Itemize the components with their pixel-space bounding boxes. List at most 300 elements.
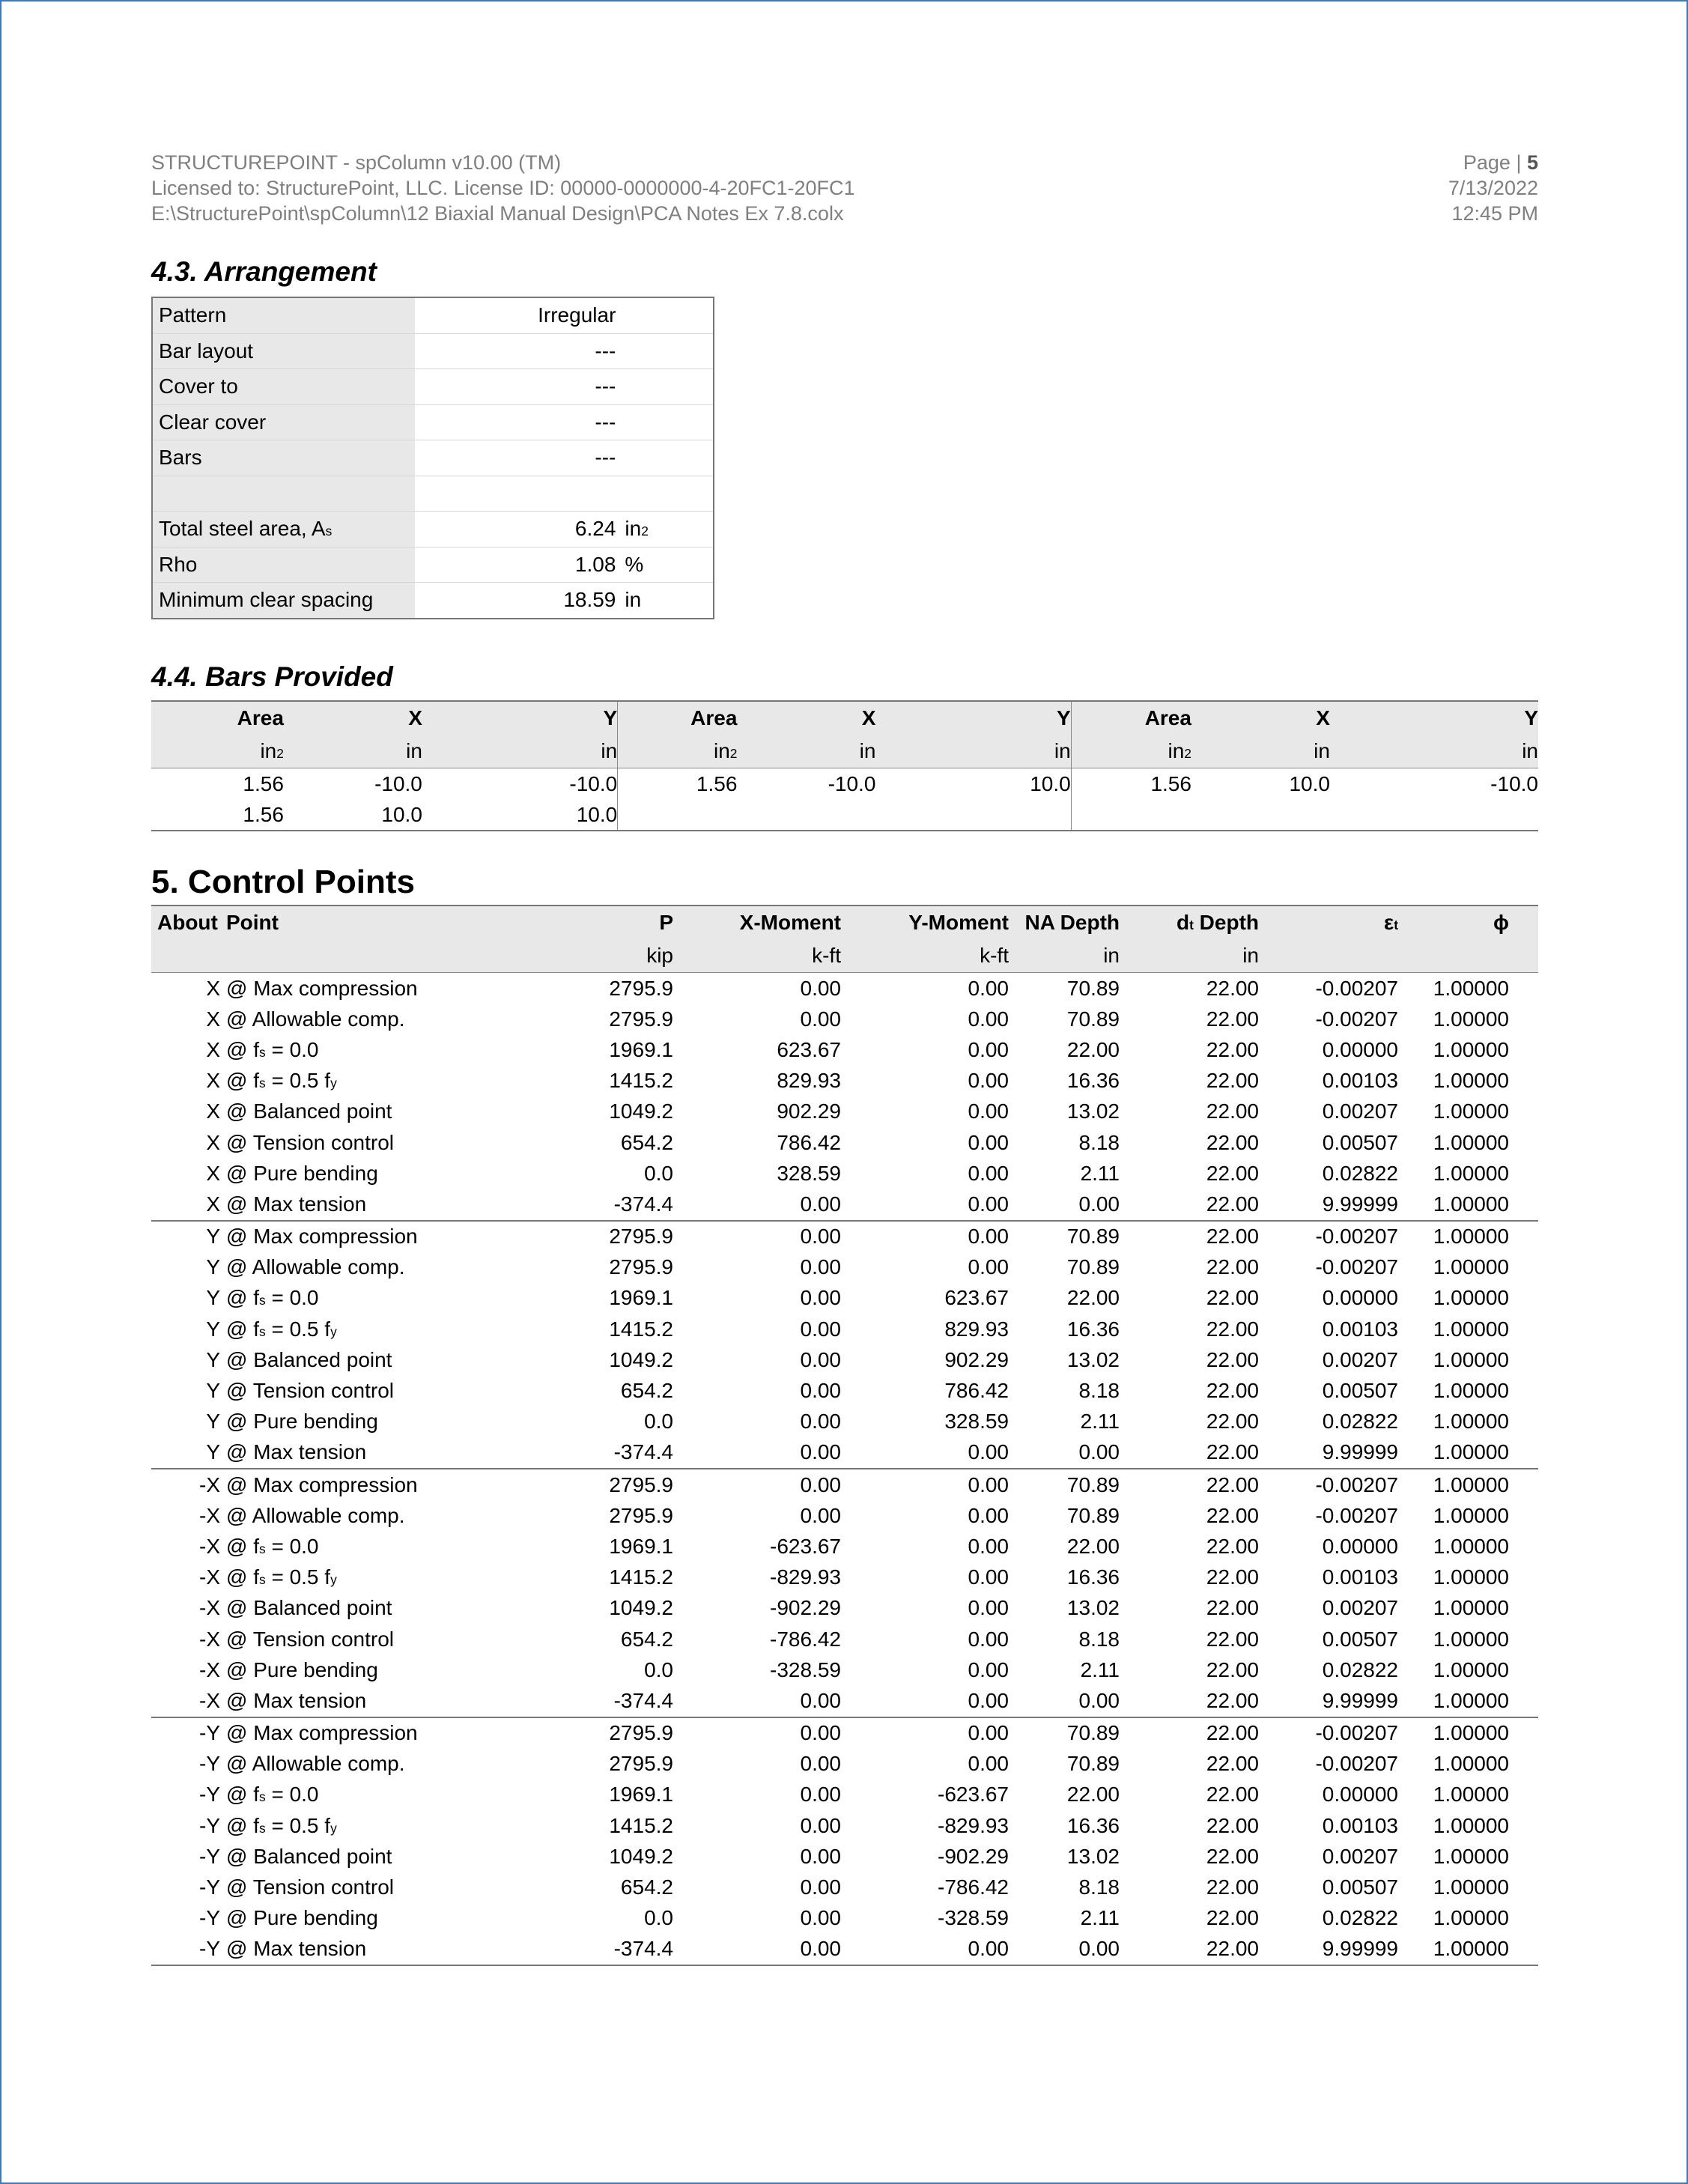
value-cell: 70.89 xyxy=(1066,1503,1120,1527)
point-cell: @ Max compression xyxy=(226,1469,485,1500)
value-cell: 0.00 xyxy=(800,1783,841,1807)
value-cell: 1.00000 xyxy=(1433,1688,1509,1712)
point-cell: @ Max compression xyxy=(226,1221,485,1252)
unit-cell: in xyxy=(1120,939,1259,973)
value-cell: 2795.9 xyxy=(485,1221,673,1252)
value-cell: 1.00000 xyxy=(1433,1037,1509,1061)
table-row xyxy=(151,973,1538,1004)
point-cell: @ Balanced point xyxy=(226,1099,392,1123)
value-cell: 0.00 xyxy=(800,1347,841,1371)
table-row xyxy=(151,1685,1538,1717)
value-cell: 0.00 xyxy=(841,1469,1009,1500)
bar-cell: 10.0 xyxy=(284,799,422,831)
value-cell: 1.00000 xyxy=(1433,1844,1509,1868)
table-row xyxy=(151,1252,1538,1283)
pattern-label: Pattern xyxy=(152,297,415,333)
value-cell: 1.00000 xyxy=(1433,1007,1509,1031)
point-cell: @ Pure bending xyxy=(226,1657,378,1681)
value-cell: 1.00000 xyxy=(1433,1813,1509,1837)
value-cell: 22.00 xyxy=(1066,1783,1120,1807)
value-cell: 1.00000 xyxy=(1433,1503,1509,1527)
unit-cell: k-ft xyxy=(841,939,1009,973)
point-cell: @ Tension control xyxy=(226,1627,395,1651)
column-header: Area xyxy=(1071,701,1191,735)
value-cell: 0.00103 xyxy=(1322,1813,1398,1837)
column-header-p: P xyxy=(485,906,673,939)
value-cell: 1049.2 xyxy=(609,1596,673,1620)
value-cell: 1.00000 xyxy=(1433,1657,1509,1681)
page-label: Page | xyxy=(1463,151,1527,174)
value-cell: 22.00 xyxy=(1206,1503,1259,1527)
value-cell: 0.00 xyxy=(800,1752,841,1776)
value-cell: 829.93 xyxy=(777,1069,841,1093)
table-row xyxy=(151,1780,1538,1810)
value-cell: 1049.2 xyxy=(609,1099,673,1123)
point-cell: @ $f_s = 0.0$ xyxy=(226,1534,319,1558)
table-row xyxy=(151,1841,1538,1872)
about-cell: -X xyxy=(199,1503,220,1527)
value-cell: -374.4 xyxy=(613,1440,673,1464)
unit-cell xyxy=(151,939,226,973)
value-cell: 22.00 xyxy=(1206,1099,1259,1123)
unit-cell: kip xyxy=(485,939,673,973)
value-cell: 0.00207 xyxy=(1322,1347,1398,1371)
table-row xyxy=(151,1654,1538,1685)
value-cell: 0.00 xyxy=(1078,1688,1120,1712)
value-cell: 0.00 xyxy=(800,1192,841,1216)
bar-cell: 1.56 xyxy=(696,771,738,795)
point-cell: @ Max tension xyxy=(226,1440,367,1464)
about-cell: X xyxy=(206,1161,220,1185)
column-header-x-moment: X-Moment xyxy=(673,906,841,939)
value-cell: 1415.2 xyxy=(609,1317,673,1341)
steel-area-unit: $in^2$ xyxy=(625,512,714,547)
spacer-cell xyxy=(1509,1903,1538,1934)
value-cell: 1.00000 xyxy=(1433,1255,1509,1279)
value-cell: 9.99999 xyxy=(1322,1192,1398,1216)
unit-cell xyxy=(1509,939,1538,973)
value-cell: 328.59 xyxy=(944,1410,1009,1434)
value-cell: 22.00 xyxy=(1206,1410,1259,1434)
value-cell: 0.00 xyxy=(1078,1440,1120,1464)
table-row xyxy=(151,1562,1538,1593)
spacer-cell xyxy=(1509,1127,1538,1158)
value-cell: 70.89 xyxy=(1066,1007,1120,1031)
value-cell: 0.00 xyxy=(968,1565,1009,1589)
value-cell: 0.00 xyxy=(800,1410,841,1434)
value-cell: 1969.1 xyxy=(609,1534,673,1558)
cover-to-value: --- xyxy=(415,369,625,405)
table-row xyxy=(151,1344,1538,1375)
value-cell: 0.00 xyxy=(800,1379,841,1403)
value-cell: 8.18 xyxy=(1078,1130,1120,1154)
value-cell: 22.00 xyxy=(1206,1192,1259,1216)
about-cell: X xyxy=(206,1099,220,1123)
value-cell: -0.00207 xyxy=(1259,1717,1398,1749)
value-cell: 1049.2 xyxy=(609,1844,673,1868)
value-cell: 22.00 xyxy=(1206,1657,1259,1681)
value-cell: 0.00 xyxy=(800,1317,841,1341)
value-cell: 2795.9 xyxy=(609,1255,673,1279)
value-cell: 0.00103 xyxy=(1322,1565,1398,1589)
table-row xyxy=(152,440,714,476)
value-cell: 0.00 xyxy=(841,1934,1009,1965)
point-cell: @ $f_s = 0.0$ xyxy=(226,1286,319,1310)
about-cell: X xyxy=(206,1007,220,1031)
spacer-cell xyxy=(1509,1158,1538,1189)
value-cell: -829.93 xyxy=(938,1813,1009,1837)
value-cell: 70.89 xyxy=(1009,1469,1120,1500)
value-cell: 0.00 xyxy=(968,1657,1009,1681)
about-cell: -Y xyxy=(199,1813,220,1837)
table-row xyxy=(152,404,714,440)
value-cell: 22.00 xyxy=(1206,1688,1259,1712)
value-cell: -829.93 xyxy=(770,1565,841,1589)
about-cell: -Y xyxy=(199,1752,220,1776)
value-cell: 2795.9 xyxy=(609,1503,673,1527)
arrangement-title: 4.3. Arrangement xyxy=(151,256,377,287)
table-row xyxy=(152,547,714,583)
value-cell: 1.00000 xyxy=(1433,976,1509,1000)
point-cell: @ Allowable comp. xyxy=(226,1752,405,1776)
spacer-cell xyxy=(1509,1500,1538,1531)
about-cell: -Y xyxy=(199,1875,220,1899)
table-row xyxy=(151,1934,1538,1965)
bars-label: Bars xyxy=(152,440,415,476)
spacer-cell xyxy=(1509,1810,1538,1841)
value-cell: 22.00 xyxy=(1066,1534,1120,1558)
steel-area-label: Total steel area, $A_s$ xyxy=(152,512,415,547)
header-row xyxy=(151,701,1538,735)
value-cell: 0.00000 xyxy=(1322,1783,1398,1807)
value-cell: 70.89 xyxy=(1009,1717,1120,1749)
value-cell: 0.00207 xyxy=(1322,1099,1398,1123)
app-name: STRUCTUREPOINT - spColumn v10.00 (TM) xyxy=(151,151,562,174)
value-cell: 0.00 xyxy=(968,1069,1009,1093)
point-cell: @ Allowable comp. xyxy=(226,1503,405,1527)
value-cell: 1.00000 xyxy=(1433,1161,1509,1185)
unit-cell: in xyxy=(284,735,422,768)
bar-cell: 10.0 xyxy=(1289,771,1330,795)
value-cell: 16.36 xyxy=(1066,1813,1120,1837)
table-row xyxy=(151,1437,1538,1469)
value-cell: 16.36 xyxy=(1066,1317,1120,1341)
value-cell: 70.89 xyxy=(1009,1221,1120,1252)
unit-cell: in xyxy=(1009,939,1120,973)
table-row xyxy=(151,1872,1538,1902)
table-row xyxy=(152,512,714,547)
value-cell: 2.11 xyxy=(1080,1161,1120,1185)
value-cell: 1.00000 xyxy=(1433,1783,1509,1807)
table-row xyxy=(151,1158,1538,1189)
value-cell: 0.00000 xyxy=(1322,1286,1398,1310)
table-row xyxy=(151,1500,1538,1531)
table-row xyxy=(152,333,714,369)
bar-cell: 10.0 xyxy=(422,799,618,831)
value-cell: 22.00 xyxy=(1206,1161,1259,1185)
unit-cell xyxy=(1398,939,1509,973)
value-cell: -786.42 xyxy=(770,1627,841,1651)
about-cell: -X xyxy=(151,1469,226,1500)
point-cell: @ Pure bending xyxy=(226,1410,378,1434)
table-row xyxy=(151,1221,1538,1252)
arrangement-table xyxy=(151,297,714,619)
point-cell: @ Max tension xyxy=(226,1934,485,1965)
table-row xyxy=(151,1717,1538,1749)
value-cell: 0.00 xyxy=(968,1627,1009,1651)
column-header-phi: ϕ xyxy=(1398,906,1509,939)
value-cell: 22.00 xyxy=(1206,1347,1259,1371)
rho-label: Rho xyxy=(152,547,415,583)
value-cell: 2.11 xyxy=(1080,1410,1120,1434)
table-row xyxy=(151,1127,1538,1158)
value-cell: -374.4 xyxy=(613,1192,673,1216)
column-header: Area xyxy=(618,701,738,735)
value-cell: 1.00000 xyxy=(1433,1286,1509,1310)
value-cell: 1.00000 xyxy=(1433,1752,1509,1776)
point-cell: @ Pure bending xyxy=(226,1906,378,1930)
report-time: 12:45 PM xyxy=(1451,202,1538,225)
value-cell: 1415.2 xyxy=(609,1069,673,1093)
value-cell: 0.00 xyxy=(968,1440,1009,1464)
page-number: 5 xyxy=(1526,151,1538,174)
table-row xyxy=(151,799,1538,831)
spacer-cell xyxy=(1509,1189,1538,1220)
value-cell: 1.00000 xyxy=(1433,1410,1509,1434)
value-cell: 1.00000 xyxy=(1433,1627,1509,1651)
value-cell: -0.00207 xyxy=(1259,1469,1398,1500)
value-cell: 0.00103 xyxy=(1322,1317,1398,1341)
column-header: Y xyxy=(875,701,1071,735)
value-cell: 1969.1 xyxy=(609,1286,673,1310)
point-cell: @ Tension control xyxy=(226,1875,395,1899)
value-cell: 0.00 xyxy=(1009,1934,1120,1965)
value-cell: 1.00000 xyxy=(1398,1717,1509,1749)
value-cell: 13.02 xyxy=(1066,1596,1120,1620)
table-row xyxy=(152,476,714,512)
table-row xyxy=(151,1283,1538,1314)
value-cell: 0.00 xyxy=(673,1717,841,1749)
value-cell: 2795.9 xyxy=(609,1007,673,1031)
value-cell: 0.00 xyxy=(968,1099,1009,1123)
table-row xyxy=(151,1034,1538,1065)
value-cell: -328.59 xyxy=(938,1906,1009,1930)
value-cell: 0.00507 xyxy=(1322,1875,1398,1899)
table-row xyxy=(151,1624,1538,1654)
about-cell: -X xyxy=(199,1657,220,1681)
value-cell: 0.00 xyxy=(968,1037,1009,1061)
column-header: X xyxy=(1191,701,1330,735)
bar-cell xyxy=(618,799,738,831)
spacer-cell xyxy=(1509,1841,1538,1872)
value-cell: 1.00000 xyxy=(1398,1934,1509,1965)
header-spacer xyxy=(1509,906,1538,939)
spacer-cell xyxy=(1509,1780,1538,1810)
value-cell: 22.00 xyxy=(1206,1317,1259,1341)
value-cell: 1.00000 xyxy=(1433,1192,1509,1216)
unit-cell: $in^2$ xyxy=(1071,735,1191,768)
value-cell: 0.00 xyxy=(800,1286,841,1310)
value-cell: 0.02822 xyxy=(1322,1906,1398,1930)
value-cell: 22.00 xyxy=(1206,1565,1259,1589)
value-cell: 0.00 xyxy=(968,1192,1009,1216)
bar-cell: 1.56 xyxy=(1150,771,1191,795)
report-header-left xyxy=(151,150,855,226)
unit-cell xyxy=(1259,939,1398,973)
value-cell: 0.02822 xyxy=(1322,1657,1398,1681)
bar-cell xyxy=(1330,799,1538,831)
value-cell: 70.89 xyxy=(1066,1752,1120,1776)
point-cell: @ Tension control xyxy=(226,1130,395,1154)
value-cell: 1.00000 xyxy=(1433,1565,1509,1589)
value-cell: 0.00 xyxy=(800,1440,841,1464)
value-cell: 8.18 xyxy=(1078,1627,1120,1651)
license-line: Licensed to: StructurePoint, LLC. License ID: 00000-0000000-4-20FC1-20FC1 xyxy=(151,177,855,199)
point-cell: @ Balanced point xyxy=(226,1844,392,1868)
value-cell: -902.29 xyxy=(770,1596,841,1620)
value-cell: 654.2 xyxy=(620,1875,673,1899)
value-cell: -623.67 xyxy=(938,1783,1009,1807)
value-cell: 13.02 xyxy=(1066,1347,1120,1371)
value-cell: -0.00207 xyxy=(1315,976,1398,1000)
value-cell: 2.11 xyxy=(1080,1657,1120,1681)
value-cell: 9.99999 xyxy=(1322,1688,1398,1712)
value-cell: 0.00507 xyxy=(1322,1130,1398,1154)
control-points-table xyxy=(151,905,1538,1966)
value-cell: 22.00 xyxy=(1066,1286,1120,1310)
value-cell: 0.00 xyxy=(800,1007,841,1031)
value-cell: 0.00 xyxy=(800,1844,841,1868)
value-cell: 22.00 xyxy=(1120,1469,1259,1500)
about-cell: Y xyxy=(206,1440,220,1464)
table-row xyxy=(151,1004,1538,1034)
value-cell: 0.00 xyxy=(841,1221,1009,1252)
value-cell: 70.89 xyxy=(1066,976,1120,1000)
spacing-value: 18.59 xyxy=(415,583,625,619)
value-cell: 1415.2 xyxy=(609,1565,673,1589)
value-cell: 1969.1 xyxy=(609,1037,673,1061)
value-cell: -0.00207 xyxy=(1315,1752,1398,1776)
value-cell: 22.00 xyxy=(1206,1534,1259,1558)
file-path: E:\StructurePoint\spColumn\12 Biaxial Manual Design\PCA Notes Ex 7.8.colx xyxy=(151,202,844,225)
value-cell: 22.00 xyxy=(1120,1934,1259,1965)
point-cell: @ Balanced point xyxy=(226,1347,392,1371)
spacer-cell xyxy=(1509,1407,1538,1437)
value-cell: 22.00 xyxy=(1120,1221,1259,1252)
bar-cell: -10.0 xyxy=(1490,771,1538,795)
unit-cell: in xyxy=(875,735,1071,768)
table-row xyxy=(151,1375,1538,1406)
value-cell: 2795.9 xyxy=(609,976,673,1000)
value-cell: 0.00103 xyxy=(1322,1069,1398,1093)
value-cell: 0.0 xyxy=(644,1906,673,1930)
report-header-right xyxy=(1448,150,1538,226)
value-cell: 1.00000 xyxy=(1398,1469,1509,1500)
value-cell: 0.00000 xyxy=(1322,1037,1398,1061)
value-cell: -328.59 xyxy=(770,1657,841,1681)
value-cell: 829.93 xyxy=(944,1317,1009,1341)
value-cell: 1.00000 xyxy=(1433,1347,1509,1371)
point-cell: @ Pure bending xyxy=(226,1161,378,1185)
unit-cell xyxy=(226,939,485,973)
value-cell: 0.00 xyxy=(968,1688,1009,1712)
about-cell: Y xyxy=(206,1379,220,1403)
value-cell: 9.99999 xyxy=(1322,1440,1398,1464)
about-cell: -X xyxy=(199,1627,220,1651)
value-cell: 0.00 xyxy=(968,1161,1009,1185)
value-cell: 0.00507 xyxy=(1322,1379,1398,1403)
spacer-cell xyxy=(1509,1685,1538,1717)
value-cell: 8.18 xyxy=(1078,1875,1120,1899)
unit-cell: in xyxy=(1330,735,1538,768)
value-cell: 22.00 xyxy=(1206,1007,1259,1031)
bar-cell xyxy=(875,799,1071,831)
value-cell: 13.02 xyxy=(1066,1844,1120,1868)
about-cell: X xyxy=(206,1130,220,1154)
value-cell: 22.00 xyxy=(1206,1130,1259,1154)
rho-unit: % xyxy=(625,547,714,583)
point-cell: @ Allowable comp. xyxy=(226,1007,405,1031)
value-cell: 0.00 xyxy=(673,1221,841,1252)
spacer-cell xyxy=(1509,1593,1538,1624)
table-row xyxy=(151,1593,1538,1624)
value-cell: 1049.2 xyxy=(609,1347,673,1371)
value-cell: 22.00 xyxy=(1206,1286,1259,1310)
value-cell: -0.00207 xyxy=(1315,1503,1398,1527)
value-cell: 0.00 xyxy=(968,1130,1009,1154)
value-cell: 1.00000 xyxy=(1433,1130,1509,1154)
value-cell: -786.42 xyxy=(938,1875,1009,1899)
value-cell: 1.00000 xyxy=(1398,1221,1509,1252)
value-cell: 654.2 xyxy=(620,1379,673,1403)
value-cell: 902.29 xyxy=(944,1347,1009,1371)
spacer-cell xyxy=(1509,1221,1538,1252)
point-cell: @ $f_s = 0.0$ xyxy=(226,1783,319,1807)
bar-cell xyxy=(1071,799,1191,831)
table-row xyxy=(152,583,714,619)
value-cell: -374.4 xyxy=(485,1934,673,1965)
value-cell: -0.00207 xyxy=(1315,1007,1398,1031)
value-cell: 1969.1 xyxy=(609,1783,673,1807)
value-cell: 0.0 xyxy=(644,1410,673,1434)
spacer-cell xyxy=(1509,1004,1538,1034)
spacer-cell xyxy=(1509,1252,1538,1283)
value-cell: 0.00 xyxy=(673,1469,841,1500)
bar-cell: 1.56 xyxy=(151,799,284,831)
about-cell: Y xyxy=(206,1286,220,1310)
control-points-title: 5. Control Points xyxy=(151,864,415,900)
point-cell: @ $f_s = 0.5$ $f_y$ xyxy=(226,1813,337,1837)
unit-cell: $in^2$ xyxy=(618,735,738,768)
pattern-value: Irregular xyxy=(415,297,625,333)
steel-area-value: 6.24 xyxy=(415,512,625,547)
value-cell: 22.00 xyxy=(1206,1255,1259,1279)
unit-cell: $in^2$ xyxy=(151,735,284,768)
clear-cover-label: Clear cover xyxy=(152,404,415,440)
value-cell: 1.00000 xyxy=(1433,1906,1509,1930)
about-cell: X xyxy=(206,1192,220,1216)
about-cell: -Y xyxy=(199,1783,220,1807)
spacer-cell xyxy=(1509,1531,1538,1562)
value-cell: 22.00 xyxy=(1206,1783,1259,1807)
value-cell: -0.00207 xyxy=(1259,1221,1398,1252)
unit-cell: in xyxy=(422,735,618,768)
value-cell: 22.00 xyxy=(1206,1440,1259,1464)
value-cell: 0.00 xyxy=(968,1596,1009,1620)
point-cell: @ Max compression xyxy=(226,1717,485,1749)
value-cell: 70.89 xyxy=(1066,1255,1120,1279)
spacer-cell xyxy=(1509,1749,1538,1780)
